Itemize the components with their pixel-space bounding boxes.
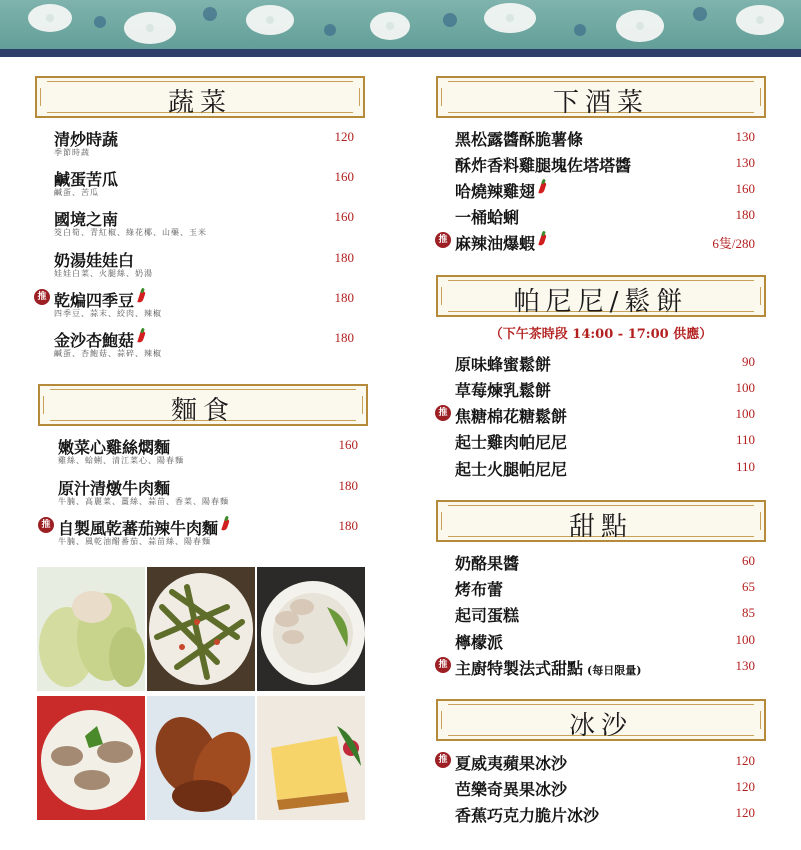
menu-item [455,179,755,205]
item-name: 起士雞肉帕尼尼 [455,433,568,452]
item-desc: 雞絲、蛤蜊、清江菜心、陽春麵 [58,456,184,465]
menu-item [54,328,354,358]
menu-item [455,378,755,404]
cheesecake-icon [257,696,365,820]
item-price: 160 [334,169,354,184]
section-title: 下酒菜 [552,88,649,118]
clam-soup-icon [257,567,365,691]
item-name: 乾煸四季豆 [54,288,148,311]
item-price: 180 [338,518,358,533]
photo-cheesecake [257,696,365,820]
item-price: 130 [735,155,755,170]
recommended-badge-icon: 推 [435,657,451,673]
menu-item [54,207,354,237]
section-title: 甜點 [568,512,633,542]
item-name: 國境之南 [54,210,119,229]
item-price: 160 [338,437,358,452]
item-name: 起司蛋糕 [455,606,520,625]
item-price: 90 [742,354,755,369]
photo-green-beans [147,567,255,691]
item-desc: 筊白筍、青紅椒、綠花椰、山藥、玉米 [54,228,207,237]
item-price: 130 [735,658,755,673]
menu-item [455,205,755,231]
item-desc: 鹹蛋、苦瓜 [54,188,99,197]
section-header-noodles [38,384,368,426]
item-price: 160 [735,181,755,196]
item-desc: 牛腩、風乾油醋番茄、蒜苗絲、陽春麵 [58,537,211,546]
menu-item [455,404,755,430]
beef-noodle-soup-icon [37,696,145,820]
item-name: 哈燒辣雞翅 [455,179,549,202]
chili-pepper-icon [220,516,232,532]
item-price: 100 [735,380,755,395]
chili-pepper-icon [136,288,148,304]
menu-item [455,777,755,803]
section-header-desserts [436,500,766,542]
fried-wings-icon [147,696,255,820]
menu-item [455,231,755,257]
item-desc: 鹹蛋、杏鮑菇、蒜碎、辣椒 [54,349,162,358]
item-price: 100 [735,406,755,421]
green-beans-icon [147,567,255,691]
napa-cabbage-icon [37,567,145,691]
menu-item [455,430,755,456]
item-price: 60 [742,553,755,568]
item-name: 金沙杏鮑菇 [54,328,148,351]
menu-item [455,751,755,777]
item-name: 奶湯娃娃白 [54,251,135,270]
item-price: 180 [334,250,354,265]
section-header-pancakes [436,275,766,317]
item-price: 180 [334,330,354,345]
item-name: 主廚特製法式甜點 (每日限量) [455,659,642,678]
recommended-badge-icon: 推 [38,517,54,533]
photo-beef-noodle-soup [37,696,145,820]
floral-banner [0,0,801,57]
section-title: 帕尼尼/鬆餅 [513,287,689,317]
menu-item [58,435,358,465]
chili-pepper-icon [136,328,148,344]
item-price: 130 [735,129,755,144]
menu-item [455,577,755,603]
item-name: 麻辣油爆蝦 [455,231,549,254]
item-name: 嫩菜心雞絲燜麵 [58,438,171,457]
item-name: 香蕉巧克力脆片冰沙 [455,806,600,825]
item-name: 自製風乾蕃茄辣牛肉麵 [58,516,232,539]
section-header-bar-snacks [436,76,766,118]
item-name: 檸檬派 [455,633,504,652]
section-title: 蔬菜 [167,88,232,118]
menu-item [455,656,755,682]
item-price: 160 [334,209,354,224]
photo-fried-wings [147,696,255,820]
item-desc: 季節時蔬 [54,148,90,157]
item-price: 180 [735,207,755,222]
item-price: 85 [742,605,755,620]
menu-item [455,127,755,153]
chili-pepper-icon [537,231,549,247]
item-name: 芭樂奇異果冰沙 [455,780,568,799]
item-price: 120 [334,129,354,144]
item-name: 夏威夷蘋果冰沙 [455,754,568,773]
menu-item [455,551,755,577]
item-price: 180 [334,290,354,305]
menu-item [455,630,755,656]
chili-pepper-icon [537,179,549,195]
menu-item [54,248,354,278]
item-name: 起士火腿帕尼尼 [455,460,568,479]
item-name: 奶酪果醬 [455,554,520,573]
item-desc: 四季豆、蒜末、絞肉、辣椒 [54,309,162,318]
recommended-badge-icon: 推 [435,405,451,421]
item-price: 120 [735,805,755,820]
menu-item [455,352,755,378]
menu-item [54,127,354,157]
menu-item [58,516,358,546]
item-price: 120 [735,753,755,768]
item-name: 焦糖棉花糖鬆餅 [455,407,568,426]
item-name: 酥炸香料雞腿塊佐塔塔醬 [455,156,632,175]
item-name: 原味蜂蜜鬆餅 [455,355,552,374]
menu-item [455,457,755,483]
recommended-badge-icon: 推 [435,232,451,248]
section-header-smoothies [436,699,766,741]
afternoon-tea-hours: （下午茶時段 14:00 - 17:00 供應） [489,327,713,342]
photo-clam-soup [257,567,365,691]
item-name: 烤布蕾 [455,580,504,599]
item-name: 原汁清燉牛肉麵 [58,479,171,498]
item-price: 110 [735,459,755,474]
menu-item [58,476,358,506]
menu-item [455,603,755,629]
menu-item [54,288,354,318]
item-price: 110 [735,432,755,447]
item-name: 鹹蛋苦瓜 [54,170,119,189]
item-name: 一桶蛤蜊 [455,208,520,227]
recommended-badge-icon: 推 [34,289,50,305]
item-name: 黑松露醬酥脆薯條 [455,130,584,149]
floral-pattern-icon [0,0,801,57]
menu-item [455,803,755,829]
item-name: 清炒時蔬 [54,130,119,149]
item-price: 100 [735,632,755,647]
photo-napa-cabbage [37,567,145,691]
item-desc: 牛腩、高麗菜、薑絲、蒜苗、香菜、陽春麵 [58,497,229,506]
recommended-badge-icon: 推 [435,752,451,768]
section-title: 麵食 [170,396,235,426]
section-title: 冰沙 [568,711,633,741]
item-price: 180 [338,478,358,493]
item-name: 草莓煉乳鬆餅 [455,381,552,400]
section-header-vegetables [35,76,365,118]
daily-limited-note: (每日限量) [587,664,642,677]
menu-item [455,153,755,179]
item-price: 6隻/280 [712,236,755,251]
item-price: 120 [735,779,755,794]
item-desc: 娃娃白菜、火腿絲、奶湯 [54,269,153,278]
item-price: 65 [742,579,755,594]
menu-item [54,167,354,197]
